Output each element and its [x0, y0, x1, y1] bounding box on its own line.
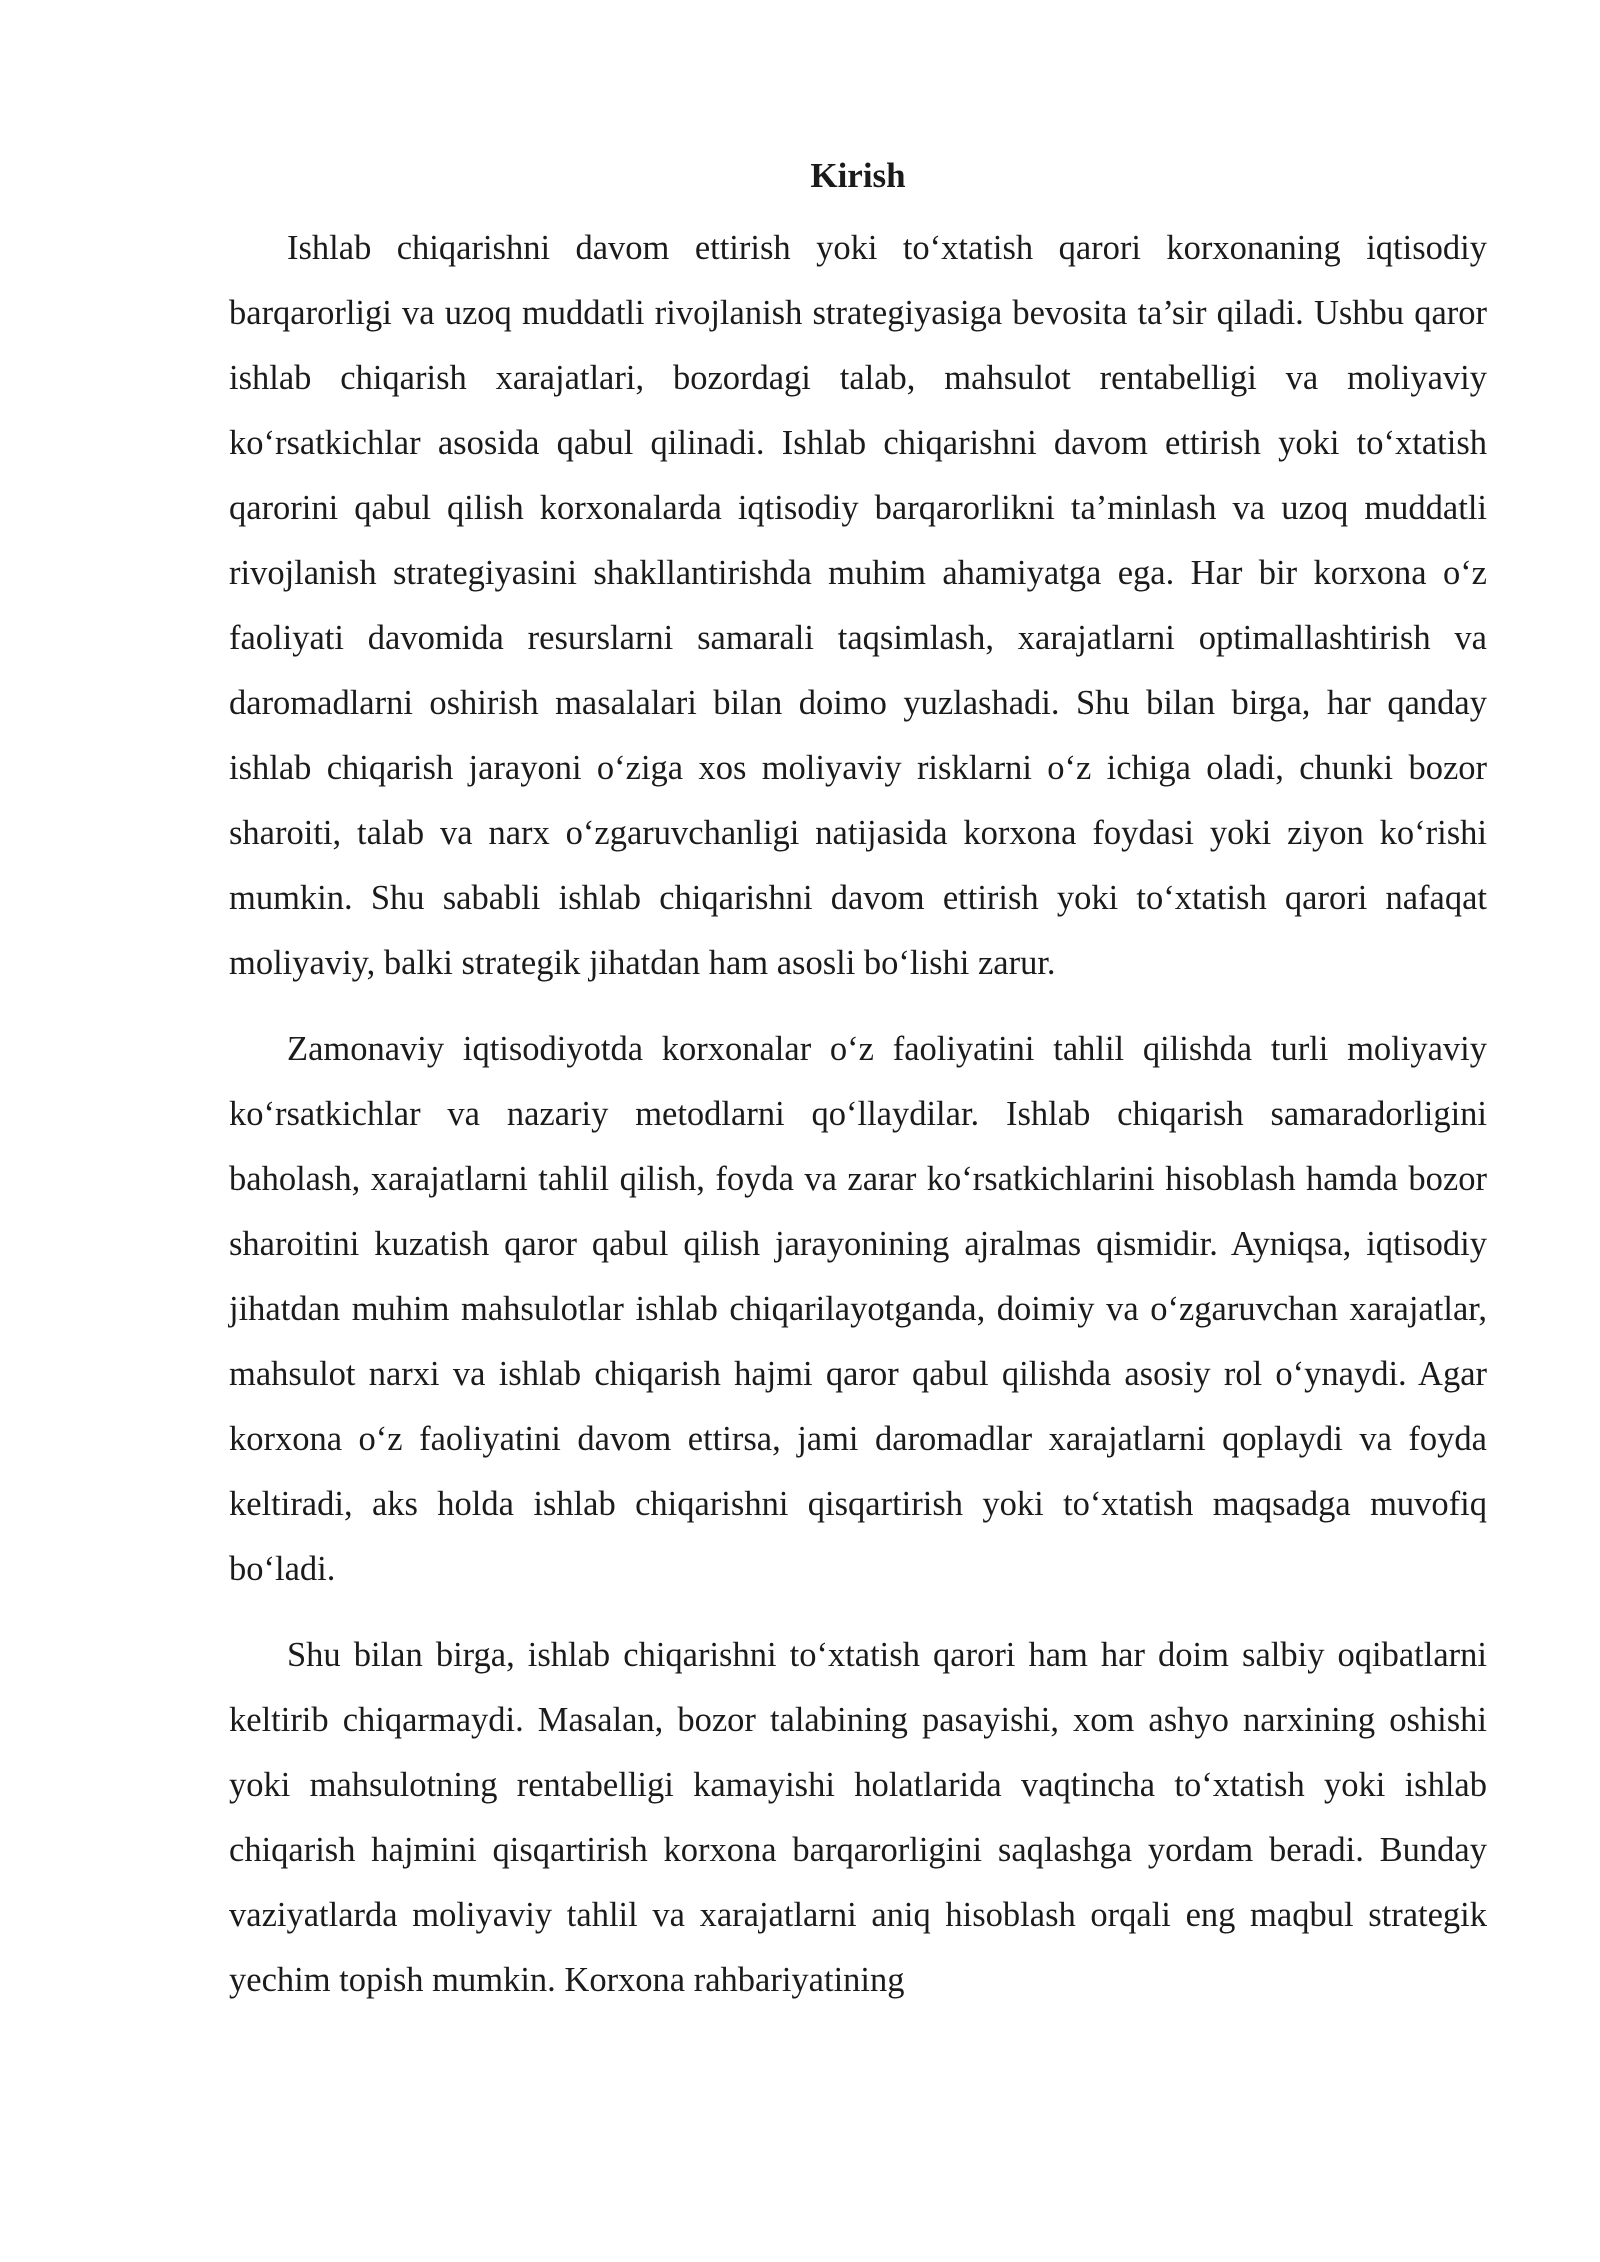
section-title: Kirish	[810, 156, 906, 195]
paragraph-2: Zamonaviy iqtisodiyotda korxonalar o‘z faoliyatini tahlil qilishda turli moliyaviy ko‘rsatkichlar va nazariy metodlarni qo‘llaydilar. Ishlab chiqarish samaradorligini baholash, xarajatlarni tahlil qilish, foyda va zarar ko‘rsatkichlarini hisoblash hamda bozor sharoitini kuzatish qaror qabul qilish jarayonining ajralmas qismidir. Ayniqsa, iqtisodiy jihatdan muhim mahsulotlar ishlab chiqarilayotganda, doimiy va o‘zgaruvchan xarajatlar, mahsulot narxi va ishlab chiqarish hajmi qaror qabul qilishda asosiy rol o‘ynaydi. Agar korxona o‘z faoliyatini davom ettirsa, jami daromadlar xarajatlarni qoplaydi va foyda keltiradi, aks holda ishlab chiqarishni qisqartirish yoki to‘xtatish maqsadga muvofiq bo‘ladi.	[229, 1030, 1487, 1588]
document-body	[229, 146, 1487, 2034]
paragraph-1: Ishlab chiqarishni davom ettirish yoki to‘xtatish qarori korxonaning iqtisodiy barqarorligi va uzoq muddatli rivojlanish strategiyasiga bevosita ta’sir qiladi. Ushbu qaror ishlab chiqarish xarajatlari, bozordagi talab, mahsulot rentabelligi va moliyaviy ko‘rsatkichlar asosida qabul qilinadi. Ishlab chiqarishni davom ettirish yoki to‘xtatish qarorini qabul qilish korxonalarda iqtisodiy barqarorlikni ta’minlash va uzoq muddatli rivojlanish strategiyasini shakllantirishda muhim ahamiyatga ega. Har bir korxona o‘z faoliyati davomida resurslarni samarali taqsimlash, xarajatlarni optimallashtirish va daromadlarni oshirish masalalari bilan doimo yuzlashadi. Shu bilan birga, har qanday ishlab chiqarish jarayoni o‘ziga xos moliyaviy risklarni o‘z ichiga oladi, chunki bozor sharoiti, talab va narx o‘zgaruvchanligi natijasida korxona foydasi yoki ziyon ko‘rishi mumkin. Shu sababli ishlab chiqarishni davom ettirish yoki to‘xtatish qarori nafaqat moliyaviy, balki strategik jihatdan ham asosli bo‘lishi zarur.	[229, 229, 1487, 982]
paragraph-3: Shu bilan birga, ishlab chiqarishni to‘xtatish qarori ham har doim salbiy oqibatlarni keltirib chiqarmaydi. Masalan, bozor talabining pasayishi, xom ashyo narxining oshishi yoki mahsulotning rentabelligi kamayishi holatlarida vaqtincha to‘xtatish yoki ishlab chiqarish hajmini qisqartirish korxona barqarorligini saqlashga yordam beradi. Bunday vaziyatlarda moliyaviy tahlil va xarajatlarni aniq hisoblash orqali eng maqbul strategik yechim topish mumkin. Korxona rahbariyatining	[229, 1636, 1487, 1999]
